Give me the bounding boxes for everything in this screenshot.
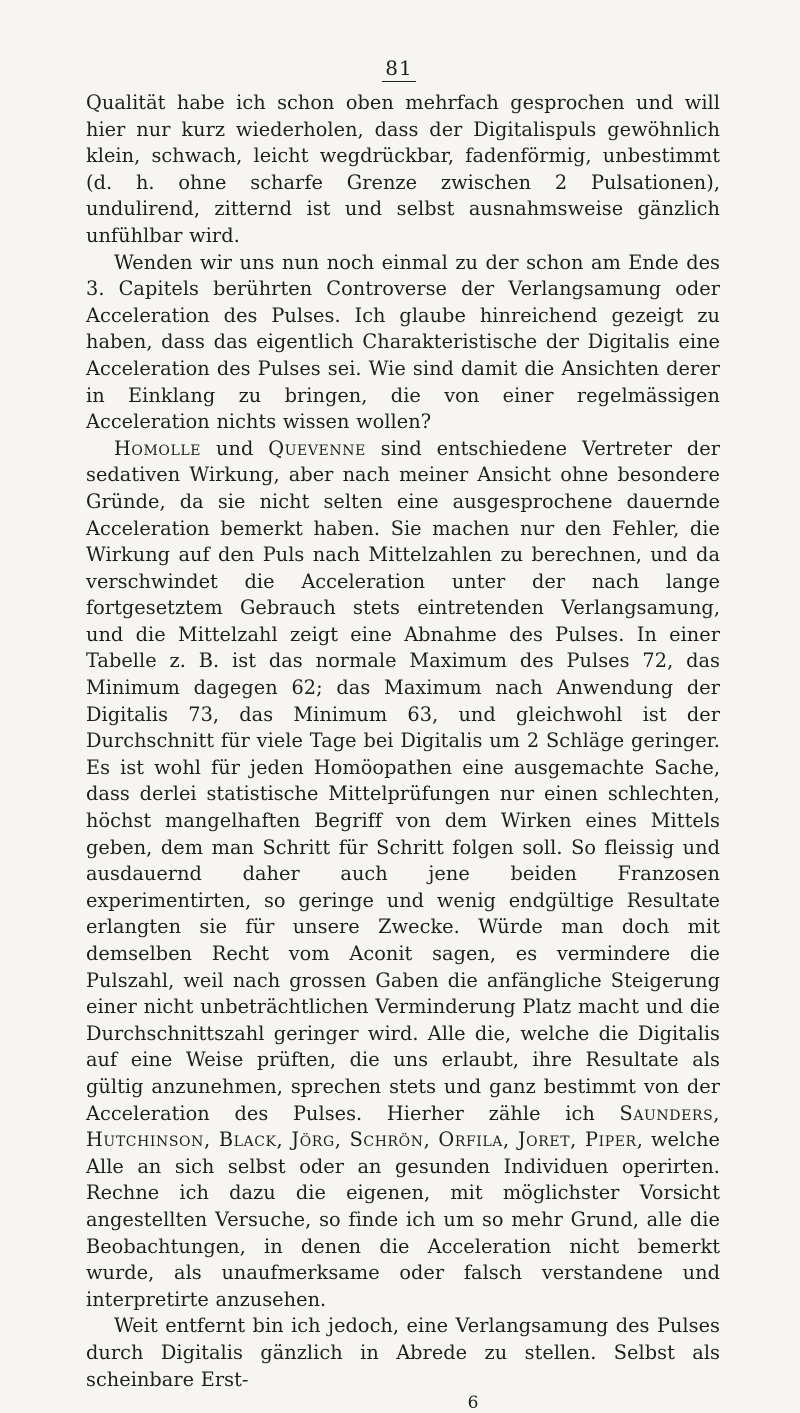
- paragraph-2: Wenden wir uns nun noch einmal zu der schon am Ende des 3. Capitels berührten Controverse der Verlangsamung oder Acceleration des Pulses. Ich glaube hinreichend gezeigt zu haben, dass das eigentlich Charakteristische der Digitalis eine Acceleration des Pulses sei. Wie sind damit die Ansichten derer in Einklang zu bringen, die von einer regelmässigen Acceleration nichts wissen wollen?: [86, 250, 720, 434]
- paragraph-3-text-b: sind entschiedene Vertreter der sedativen Wirkung, aber nach meiner Ansicht ohne besondere Gründe, da sie nicht selten eine ausgesprochene dauernde Acceleration bemerkt haben. Sie machen nur den Fehler, die Wirkung auf den Puls nach Mittelzahlen zu berechnen, und da verschwindet die Acceleration unter der nach lange fortgesetztem Gebrauch stets eintretenden Verlangsamung, und die Mittelzahl zeigt eine Abnahme des Pulses. In einer Tabelle z. B. ist das normale Maximum des Pulses 72, das Minimum dagegen 62; das Maximum nach Anwendung der Digitalis 73, das Minimum 63, und gleichwohl ist der Durchschnitt für viele Tage bei Digitalis um 2 Schläge geringer. Es ist wohl für jeden Homöopathen eine ausgemachte Sache, dass derlei statistische Mittelprüfungen nur einen schlechten, höchst mangelhaften Begriff von dem Wirken eines Mittels geben, dem man Schritt für Schritt folgen soll. So fleissig und ausdauernd daher auch jene beiden Franzosen experimentirten, so geringe und wenig endgültige Resultate erlangten sie für unsere Zwecke. Würde man doch mit demselben Recht vom Aconit sagen, es vermindere die Pulszahl, weil nach grossen Gaben die anfängliche Steigerung einer nicht unbeträchtlichen Verminderung Platz macht und die Durchschnittszahl geringer wird. Alle die, welche die Digitalis auf eine Weise prüften, die uns erlaubt, ihre Resultate als gültig anzunehmen, sprechen stets und ganz bestimmt von der Acceleration des Pulses. Hierher zähle ich: [86, 436, 720, 1125]
- page-number: [86, 56, 720, 82]
- paragraph-3: [86, 436, 720, 1314]
- page-number-text: 81: [382, 56, 415, 82]
- signature-mark: 6: [467, 1393, 479, 1413]
- paragraph-1: Qualität habe ich schon oben mehrfach gesprochen und will hier nur kurz wiederholen, dass der Digitalispuls gewöhnlich klein, schwach, leicht wegdrückbar, fadenförmig, unbestimmt (d. h. ohne scharfe Grenze zwischen 2 Pulsationen), undulirend, zitternd ist und selbst ausnahmsweise gänzlich unfühlbar wird.: [86, 91, 720, 247]
- author-name-quevenne: Quevenne: [268, 436, 366, 460]
- paragraph-4: Weit entfernt bin ich jedoch, eine Verlangsamung des Pulses durch Digitalis gänzlich in Abrede zu stellen. Selbst als scheinbare Erst-: [86, 1314, 720, 1391]
- author-name-homolle: Homolle: [114, 436, 202, 460]
- book-page: [86, 56, 720, 1413]
- paragraph-3-text-a: und: [201, 436, 269, 460]
- author-names-list: Saunders, Hutchinson, Black, Jörg, Schrön, Orfila, Joret, Piper,: [86, 1101, 720, 1152]
- paragraph-3-text-c: welche Alle an sich selbst oder an gesunden Individuen operirten. Rechne ich dazu die eigenen, mit möglichster Vorsicht angestellten Versuche, so finde ich um so mehr Grund, alle die Beobachtungen, in denen die Acceleration nicht bemerkt wurde, als unaufmerksame oder falsch verstandene und interpretirte anzusehen.: [86, 1128, 720, 1311]
